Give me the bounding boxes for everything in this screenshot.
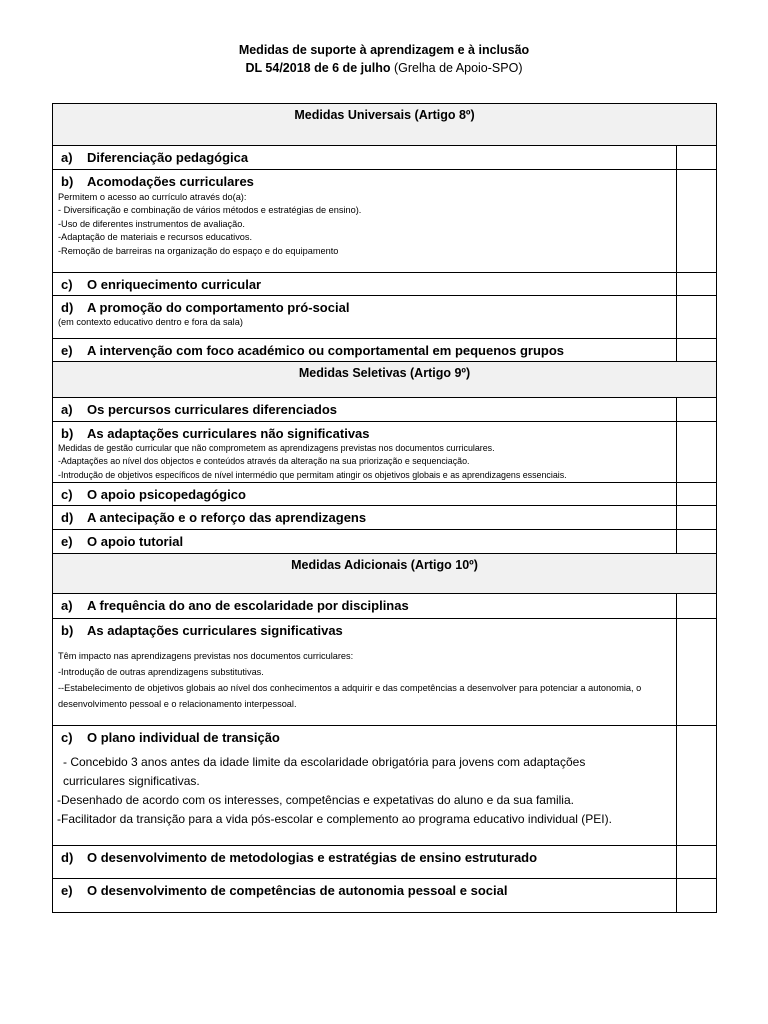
checkbox-cell[interactable] [677,146,717,170]
support-measures-table [52,103,717,913]
item-label: O desenvolvimento de metodologias e estratégias de ensino estruturado [87,850,538,866]
table-row: e) O desenvolvimento de competências de autonomia pessoal e social [53,879,717,913]
item-label: O desenvolvimento de competências de autonomia pessoal e social [87,883,508,899]
item-label: As adaptações curriculares significativas [87,623,343,639]
checkbox-cell[interactable] [677,170,717,273]
table-row: a) A frequência do ano de escolaridade por disciplinas [53,594,717,619]
item-note: Têm impacto nas aprendizagens previstas nos documentos curriculares: -Introdução de outras aprendizagens substitutivas. --Estabelecimento de objetivos globais ao nível dos conhecimentos a adquirir e das competências a desenvolver para potenciar a autonomia, o desenvolvimento pessoal e o relacionamento interpessoal. [58,651,642,710]
title-line-2: DL 54/2018 de 6 de julho (Grelha de Apoio-SPO) [245,61,523,75]
checkbox-cell[interactable] [677,506,717,530]
item-label: Os percursos curriculares diferenciados [87,402,337,417]
item-note: Medidas de gestão curricular que não comprometem as aprendizagens previstas nos documentos curriculares. -Adaptações ao nível dos objectos e conteúdos através da alteração na sua priorização e sequenciação. -Introdução de objetivos específicos de nível intermédio que permitam atingir os objetivos globais e as aprendizagens essenciais. [58,443,567,480]
checkbox-cell[interactable] [677,879,717,913]
section-title: Medidas Universais (Artigo 8º) [53,104,717,146]
table-row: b) Acomodações curriculares Permitem o acesso ao currículo através do(a): - Diversificação e combinação de vários métodos e estratégias de ensino). -Uso de diferentes instrumentos de avaliação. -Adaptação de materiais e recursos educativos. -Remoção de barreiras na organização do espaço e do equipamento [53,170,717,273]
section-title: Medidas Adicionais (Artigo 10º) [53,554,717,594]
section-title: Medidas Seletivas (Artigo 9º) [53,362,717,398]
item-label: A intervenção com foco académico ou comportamental em pequenos grupos [87,343,565,358]
item-label: As adaptações curriculares não significativas [87,426,370,441]
checkbox-cell[interactable] [677,273,717,296]
item-note: Permitem o acesso ao currículo através do(a): - Diversificação e combinação de vários métodos e estratégias de ensino). -Uso de diferentes instrumentos de avaliação. -Adaptação de materiais e recursos educativos. -Remoção de barreiras na organização do espaço e do equipamento [58,192,362,256]
item-label: A frequência do ano de escolaridade por disciplinas [87,598,409,614]
item-label: Diferenciação pedagógica [87,150,249,165]
table-row: c) O enriquecimento curricular [53,273,717,296]
checkbox-cell[interactable] [677,398,717,422]
checkbox-cell[interactable] [677,483,717,506]
table-row: d) O desenvolvimento de metodologias e estratégias de ensino estruturado [53,846,717,879]
item-label: O apoio psicopedagógico [87,487,246,503]
table-row: b) As adaptações curriculares não significativas Medidas de gestão curricular que não comprometem as aprendizagens previstas nos documentos curriculares. -Adaptações ao nível dos objectos e conteúdos através da alteração na sua priorização e sequenciação. -Introdução de objetivos específicos de nível intermédio que permitam atingir os objetivos globais e as aprendizagens essenciais. [53,422,717,483]
section-header-selective [53,362,717,398]
item-label: A promoção do comportamento pró-social [87,300,350,315]
table-row: d) A antecipação e o reforço das aprendizagens [53,506,717,530]
table-row: a) Diferenciação pedagógica [53,146,717,170]
item-label: O plano individual de transição [87,730,280,746]
table-row: b) As adaptações curriculares significativas Têm impacto nas aprendizagens previstas nos documentos curriculares: -Introdução de outras aprendizagens substitutivas. --Estabelecimento de objetivos globais ao nível dos conhecimentos a adquirir e das competências a desenvolver para potenciar a autonomia, o desenvolvimento pessoal e o relacionamento interpessoal. [53,619,717,726]
checkbox-cell[interactable] [677,594,717,619]
item-note: - Concebido 3 anos antes da idade limite da escolaridade obrigatória para jovens com adaptações curriculares significativas. -Desenhado de acordo com os interesses, competências e expetativas do aluno e da sua familia. -Facilitador da transição para a vida pós-escolar e complemento ao programa educativo individual (PEI). [57,755,612,827]
checkbox-cell[interactable] [677,296,717,339]
item-label: O apoio tutorial [87,534,184,550]
section-header-additional [53,554,717,594]
table-row: d) A promoção do comportamento pró-social (em contexto educativo dentro e fora da sala) [53,296,717,339]
checkbox-cell[interactable] [677,422,717,483]
checkbox-cell[interactable] [677,846,717,879]
checkbox-cell[interactable] [677,530,717,554]
item-label: A antecipação e o reforço das aprendizagens [87,510,367,526]
item-label: O enriquecimento curricular [87,277,262,292]
checkbox-cell[interactable] [677,726,717,846]
table-row: c) O apoio psicopedagógico [53,483,717,506]
item-note: (em contexto educativo dentro e fora da sala) [58,317,243,327]
document-title [0,41,768,77]
table-row: e) A intervenção com foco académico ou comportamental em pequenos grupos [53,339,717,362]
section-header-universal [53,104,717,146]
checkbox-cell[interactable] [677,619,717,726]
item-label: Acomodações curriculares [87,174,254,189]
table-row: c) O plano individual de transição - Concebido 3 anos antes da idade limite da escolaridade obrigatória para jovens com adaptações curriculares significativas. -Desenhado de acordo com os interesses, competências e expetativas do aluno e da sua familia. -Facilitador da transição para a vida pós-escolar e complemento ao programa educativo individual (PEI). [53,726,717,846]
table-row: a) Os percursos curriculares diferenciados [53,398,717,422]
checkbox-cell[interactable] [677,339,717,362]
title-line-1: Medidas de suporte à aprendizagem e à inclusão [238,43,530,57]
table-row: e) O apoio tutorial [53,530,717,554]
